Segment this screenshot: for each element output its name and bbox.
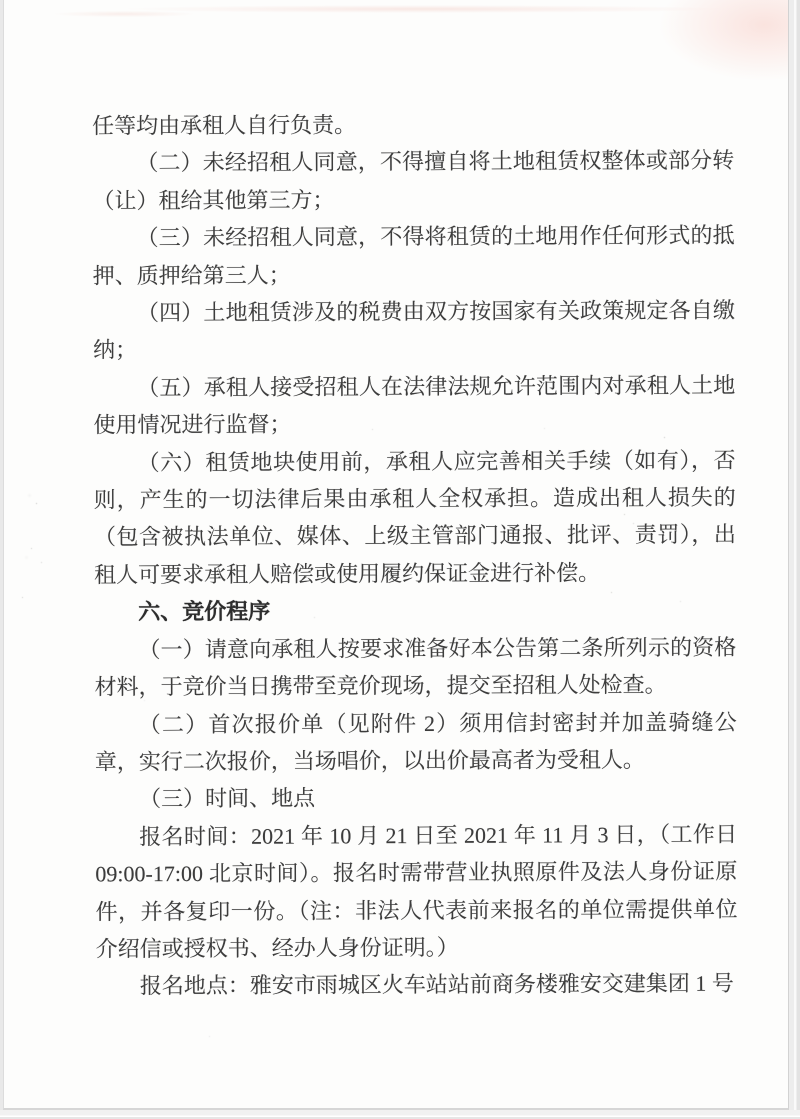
doc-paragraph: （二）首次报价单（见附件 2）须用信封密封并加盖骑缝公章，实行二次报价，当场唱价，以出价最高者为受租人。	[94, 709, 737, 775]
section-heading-bidding-procedure: 六、竞价程序	[138, 598, 271, 625]
scanner-background-right	[789, 0, 800, 1110]
document-page	[3, 0, 789, 1110]
doc-paragraph: 任等均由承租人自行负责。	[92, 112, 357, 139]
doc-paragraph: （五）承租人接受招租人在法律法规允许范围内对承租人土地使用情况进行监督；	[93, 372, 736, 438]
doc-paragraph: （四）土地租赁涉及的税费由双方按国家有关政策规定各自缴纳；	[93, 297, 735, 363]
doc-paragraph: 报名时间：2021 年 10 月 21 日至 2021 年 11 月 3 日，（工作日 09:00-17:00 北京时间）。报名时需带营业执照原件及法人身份证原件，并各复印一份。（注：非法人代表前来报名的单位需提供单位介绍信或授权书、经办人身份证明。）	[95, 821, 738, 962]
doc-paragraph: 报名地点：雅安市雨城区火车站站前商务楼雅安交建集团 1 号	[139, 970, 734, 999]
doc-paragraph: （三）未经招租人同意，不得将租赁的土地用作任何形式的抵押、质押给第三人；	[92, 222, 735, 289]
doc-paragraph: （六）租赁地块使用前，承租人应完善相关手续（如有），否则，产生的一切法律后果由承租人全权承担。造成出租人损失的（包含被执法单位、媒体、上级主管部门通报、批评、责罚），出租人可要求承租人赔偿或使用履约保证金进行补偿。	[93, 447, 736, 588]
doc-paragraph: （三）时间、地点	[139, 785, 316, 812]
scanner-background-bottom	[0, 1110, 800, 1119]
document-text-block	[92, 105, 738, 1006]
doc-paragraph: （一）请意向承租人按要求准备好本公告第二条所列示的资格材料，于竞价当日携带至竞价现场，提交至招租人处检查。	[94, 634, 737, 700]
doc-paragraph: （二）未经招租人同意，不得擅自将土地租赁权整体或部分转（让）租给其他第三方；	[92, 148, 735, 214]
scan-speckle-noise	[4, 0, 5, 1]
